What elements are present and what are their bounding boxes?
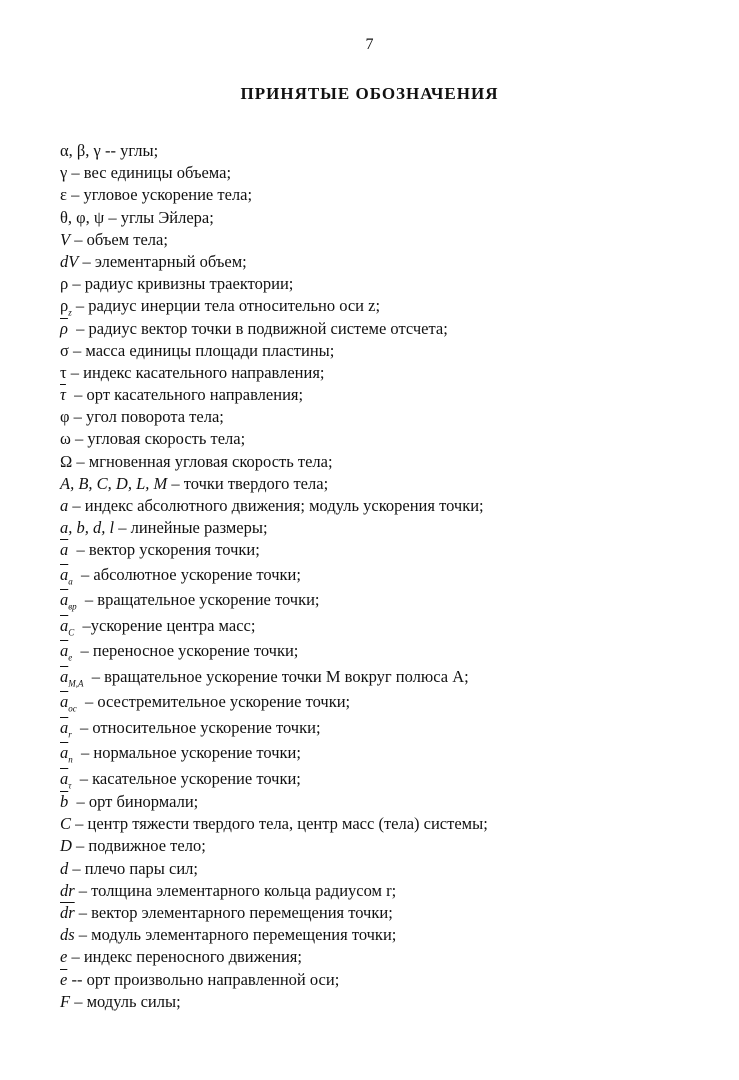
notation-separator: – [68, 792, 89, 812]
notation-item [60, 229, 700, 251]
notation-separator: – [114, 518, 131, 538]
notation-description: подвижное тело; [88, 836, 206, 856]
notation-separator: – [71, 814, 88, 834]
notation-separator: – [66, 362, 84, 382]
notation-description: модуль элементарного перемещения точки; [91, 925, 397, 945]
notation-item [60, 858, 700, 880]
notation-description: орт касательного направления; [86, 385, 304, 405]
notation-separator: – [76, 590, 98, 610]
notation-symbol: Ω [60, 451, 73, 471]
notation-description: вращательное ускорение точки M вокруг полюса A; [104, 666, 469, 686]
page-number: 7 [365, 36, 374, 53]
notation-subscript: e [68, 652, 73, 663]
notation-item [60, 562, 700, 588]
notation-separator: – [68, 496, 85, 515]
notation-separator: – [72, 641, 93, 661]
notation-separator: – [83, 666, 105, 686]
notation-symbol: dr [60, 880, 75, 900]
notation-item [60, 766, 700, 792]
notation-description: абсолютное ускорение точки; [93, 564, 301, 584]
notation-separator: – [72, 451, 89, 471]
notation-description: точки твердого тела; [183, 473, 329, 493]
notation-item [60, 251, 700, 273]
notation-description: вектор ускорения точки; [88, 540, 260, 560]
notation-separator: – [67, 318, 89, 338]
notation-description: мгновенная угловая скорость тела; [88, 451, 333, 471]
notation-separator: – [104, 207, 121, 227]
notation-item [60, 207, 700, 229]
notation-subscript: n [68, 754, 73, 765]
notation-item [60, 740, 700, 766]
notation-item [60, 715, 700, 741]
notation-symbol: φ [60, 407, 70, 427]
notation-description: масса единицы площади пластины; [85, 340, 335, 360]
notation-separator: – [70, 429, 88, 449]
notation-separator: – [72, 743, 94, 763]
notation-item [60, 613, 700, 639]
notation-separator: – [71, 717, 93, 737]
notation-description: радиус вектор точки в подвижной системе отсчета; [88, 318, 448, 338]
notation-separator: – [68, 340, 86, 360]
notation-separator: – [70, 991, 87, 1011]
notation-symbol: σ [60, 340, 69, 360]
notation-item [60, 428, 700, 450]
notation-separator: -- [100, 141, 121, 160]
notation-item [60, 495, 700, 517]
notation-symbol: dV [60, 251, 79, 271]
notation-description: вектор элементарного перемещения точки; [91, 903, 393, 922]
notation-symbol: θ, φ, ψ [60, 207, 105, 227]
notation-description: плечо пары сил; [84, 858, 198, 878]
notation-symbol: $\overline{a}$ [60, 615, 69, 635]
notation-symbol: $\overline{a}$ [60, 768, 69, 788]
notation-symbol: $\overline{a}$ [60, 540, 69, 560]
notation-symbol: $\overline{a}$ [60, 717, 69, 737]
notation-description: углы Эйлера; [120, 207, 214, 227]
notation-symbol: D [60, 836, 72, 856]
notation-item [60, 946, 700, 968]
notation-description: касательное ускорение точки; [92, 768, 301, 788]
notation-symbol: $\overline{a}$ [60, 692, 69, 712]
notation-separator: – [68, 540, 89, 560]
notation-separator: – [76, 692, 98, 712]
notation-separator: – [69, 407, 87, 427]
notation-item [60, 473, 700, 495]
notation-symbol: a [60, 496, 69, 515]
notation-item [60, 362, 700, 384]
notation-item [60, 295, 700, 317]
notation-item [60, 384, 700, 406]
notation-subscript: τ [68, 779, 72, 790]
notation-separator: – [65, 385, 87, 405]
notation-separator: – [74, 903, 92, 922]
notation-description: радиус инерции тела относительно оси z; [88, 296, 381, 316]
notation-subscript: ос [68, 703, 77, 714]
notation-description: ускорение центра масс; [90, 615, 256, 635]
notation-item [60, 924, 700, 946]
notation-description: элементарный объем; [94, 251, 247, 271]
notation-subscript: a [68, 575, 73, 586]
notation-symbol: C [60, 814, 72, 834]
notation-item [60, 835, 700, 857]
notation-description: индекс абсолютного движения; модуль ускорения точки; [84, 496, 484, 515]
notation-description: индекс касательного направления; [83, 362, 325, 382]
notation-separator: – [71, 768, 93, 788]
notation-symbol: V [60, 229, 71, 249]
notation-description: орт бинормали; [88, 792, 199, 812]
notation-item [60, 318, 700, 340]
notation-separator: – [66, 185, 84, 205]
notation-separator: – [167, 473, 184, 493]
notation-symbol: e [60, 947, 68, 967]
notation-item [60, 517, 700, 539]
notation-item [60, 140, 700, 162]
notation-separator: – [78, 251, 95, 271]
notation-item [60, 969, 700, 991]
notation-symbol: α, β, γ [60, 141, 101, 160]
notation-subscript: M,A [68, 677, 84, 688]
notation-description: переносное ускорение точки; [92, 641, 299, 661]
notation-description: линейные размеры; [130, 518, 268, 538]
notation-symbol: $\overline{b}$ [60, 792, 69, 812]
notation-description: толщина элементарного кольца радиусом r; [91, 880, 397, 900]
notation-item [60, 162, 700, 184]
notation-description: индекс переносного движения; [83, 947, 302, 967]
notation-item [60, 340, 700, 362]
notation-item [60, 587, 700, 613]
notation-description: центр тяжести твердого тела, центр масс (тела) системы; [87, 814, 488, 834]
notation-subscript: z [68, 307, 72, 318]
notation-description: относительное ускорение точки; [92, 717, 321, 737]
notation-description: вес единицы объема; [83, 163, 232, 183]
notation-item [60, 791, 700, 813]
notation-separator: – [72, 564, 94, 584]
notation-symbol: ds [60, 925, 75, 945]
notation-description: вращательное ускорение точки; [97, 590, 320, 610]
notation-symbol: $\overline{e}$ [60, 969, 68, 989]
notation-item [60, 406, 700, 428]
notation-symbol: $\overline{\rho}$ [60, 318, 68, 338]
notation-description: угловое ускорение тела; [83, 185, 253, 205]
notation-separator: -- [67, 969, 87, 989]
notation-symbol: A, B, C, D, L, M [60, 473, 168, 493]
notation-item [60, 902, 700, 924]
notation-symbol: $\overline{a}$ [60, 564, 69, 584]
notation-description: объем тела; [86, 229, 168, 249]
notation-symbol: ρ [60, 274, 69, 294]
notation-description: нормальное ускорение точки; [93, 743, 301, 763]
notation-symbol: a, b, d, l [60, 518, 115, 538]
notation-item [60, 813, 700, 835]
page-title: ПРИНЯТЫЕ ОБОЗНАЧЕНИЯ [240, 84, 499, 103]
notation-separator: – [67, 163, 84, 183]
notation-description: угловая скорость тела; [87, 429, 246, 449]
notation-subscript: r [68, 728, 72, 739]
notation-symbol: $\overline{a}$ [60, 590, 69, 610]
notation-symbol: ε [60, 185, 67, 205]
notation-separator: – [74, 925, 92, 945]
notation-item [60, 184, 700, 206]
notation-separator: – [71, 836, 89, 856]
notation-symbol: ω [60, 429, 71, 449]
notation-description: угол поворота тела; [86, 407, 224, 427]
notation-list [60, 140, 700, 1013]
notation-symbol: τ [60, 362, 67, 382]
notation-symbol: $\overline{\tau}$ [60, 385, 66, 405]
notation-symbol: $\overline{dr}$ [60, 903, 75, 922]
notation-symbol: F [60, 991, 71, 1011]
notation-item [60, 539, 700, 561]
notation-symbol: $\overline{a}$ [60, 743, 69, 763]
notation-subscript: C [68, 626, 75, 637]
notation-symbol: γ [60, 163, 68, 183]
notation-item [60, 638, 700, 664]
notation-symbol: d [60, 858, 69, 878]
notation-symbol: $\overline{a}$ [60, 666, 69, 686]
notation-description: модуль силы; [86, 991, 181, 1011]
notation-separator: – [68, 858, 85, 878]
notation-item [60, 689, 700, 715]
notation-separator: – [71, 296, 89, 316]
notation-subscript: вр [68, 601, 77, 612]
notation-description: углы; [120, 141, 159, 160]
notation-separator: – [70, 229, 87, 249]
notation-separator: – [74, 615, 91, 635]
notation-item [60, 451, 700, 473]
notation-item [60, 664, 700, 690]
notation-symbol: $\overline{a}$ [60, 641, 69, 661]
notation-separator: – [68, 274, 85, 294]
notation-separator: – [67, 947, 84, 967]
notation-description: орт произвольно направленной оси; [86, 969, 340, 989]
notation-description: радиус кривизны траектории; [84, 274, 294, 294]
notation-symbol: ρ [60, 296, 69, 316]
notation-description: осестремительное ускорение точки; [97, 692, 351, 712]
notation-item [60, 991, 700, 1013]
notation-item [60, 273, 700, 295]
notation-separator: – [74, 880, 92, 900]
notation-item [60, 880, 700, 902]
